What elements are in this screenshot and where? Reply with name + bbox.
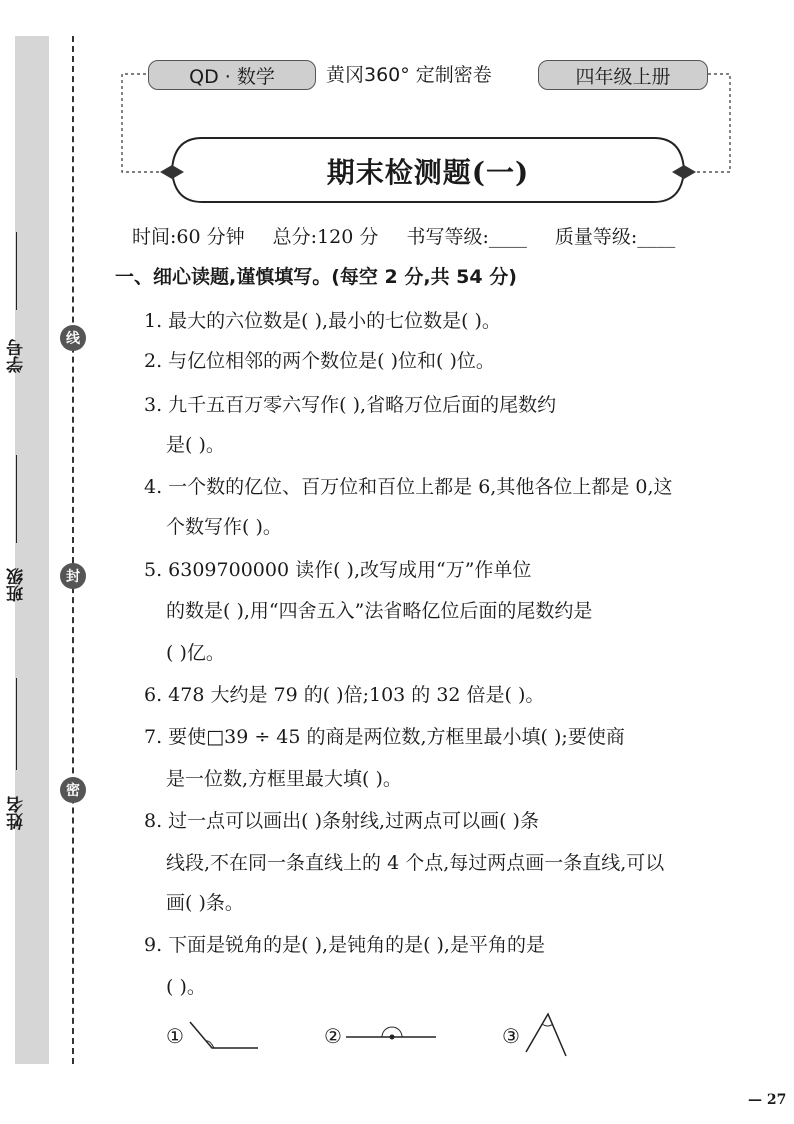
figure-3-label: ③ — [502, 1024, 520, 1048]
question-8[interactable]: 8. 过一点可以画出( )条射线,过两点可以画( )条 — [144, 810, 539, 832]
question-5-line3[interactable]: ( )亿。 — [166, 642, 225, 664]
subject-badge: QD · 数学 — [148, 60, 316, 90]
question-8-line2[interactable]: 线段,不在同一条直线上的 4 个点,每过两点画一条直线,可以 — [166, 852, 665, 874]
score-info: 总分:120 分 — [272, 226, 379, 248]
exam-meta — [132, 222, 697, 249]
section-heading: 一、细心读题,谨慎填写。(每空 2 分,共 54 分) — [115, 266, 517, 288]
seal-seal-mark: 封 — [60, 563, 86, 589]
question-7-line2[interactable]: 是一位数,方框里最大填( )。 — [166, 768, 402, 790]
question-5-line2[interactable]: 的数是( ),用“四舍五入”法省略亿位后面的尾数约是 — [166, 600, 593, 622]
question-2[interactable]: 2. 与亿位相邻的两个数位是( )位和( )位。 — [144, 350, 495, 372]
student-id-label: 学号 — [7, 339, 27, 373]
quality-grade[interactable]: 质量等级:____ — [554, 226, 676, 248]
class-blank[interactable] — [16, 455, 17, 543]
class-label: 班级 — [7, 568, 27, 603]
question-5[interactable]: 5. 6309700000 读作( ),改写成用“万”作单位 — [144, 559, 532, 581]
question-6[interactable]: 6. 478 大约是 79 的( )倍;103 的 32 倍是( )。 — [144, 684, 545, 706]
class-field[interactable] — [4, 455, 30, 620]
angle-figure-2 — [346, 1027, 436, 1040]
name-blank[interactable] — [16, 678, 17, 770]
question-1[interactable]: 1. 最大的六位数是( ),最小的七位数是( )。 — [144, 310, 501, 332]
angle-figure-1 — [190, 1022, 258, 1048]
name-field[interactable] — [4, 678, 30, 848]
figure-1-label: ① — [166, 1024, 184, 1048]
writing-grade[interactable]: 书写等级:____ — [406, 226, 527, 248]
question-4-line2[interactable]: 个数写作( )。 — [166, 516, 282, 538]
seal-dense-mark: 密 — [60, 777, 86, 803]
grade-badge: 四年级上册 — [538, 60, 708, 90]
angle-figures — [0, 1000, 794, 1070]
question-3[interactable]: 3. 九千五百万零六写作( ),省略万位后面的尾数约 — [144, 394, 557, 416]
question-7[interactable]: 7. 要使□39 ÷ 45 的商是两位数,方框里最小填( );要使商 — [144, 726, 625, 748]
student-id-blank[interactable] — [16, 232, 17, 310]
figure-2-label: ② — [324, 1024, 342, 1048]
question-9[interactable]: 9. 下面是锐角的是( ),是钝角的是( ),是平角的是 — [144, 934, 545, 956]
angle-figure-3 — [526, 1014, 566, 1056]
student-id-field[interactable] — [4, 232, 30, 392]
name-label: 姓名 — [7, 796, 27, 830]
seal-line-mark: 线 — [60, 325, 86, 351]
question-3-line2[interactable]: 是( )。 — [166, 434, 225, 456]
question-8-line3[interactable]: 画( )条。 — [166, 892, 244, 914]
series-title: 黄冈360° 定制密卷 — [326, 64, 492, 86]
exam-title: 期末检测题(一) — [326, 156, 530, 189]
time-info: 时间:60 分钟 — [132, 226, 245, 248]
page-number: — 27 — [748, 1092, 787, 1108]
question-9-line2[interactable]: ( )。 — [166, 976, 206, 998]
question-4[interactable]: 4. 一个数的亿位、百万位和百位上都是 6,其他各位上都是 0,这 — [144, 476, 673, 498]
